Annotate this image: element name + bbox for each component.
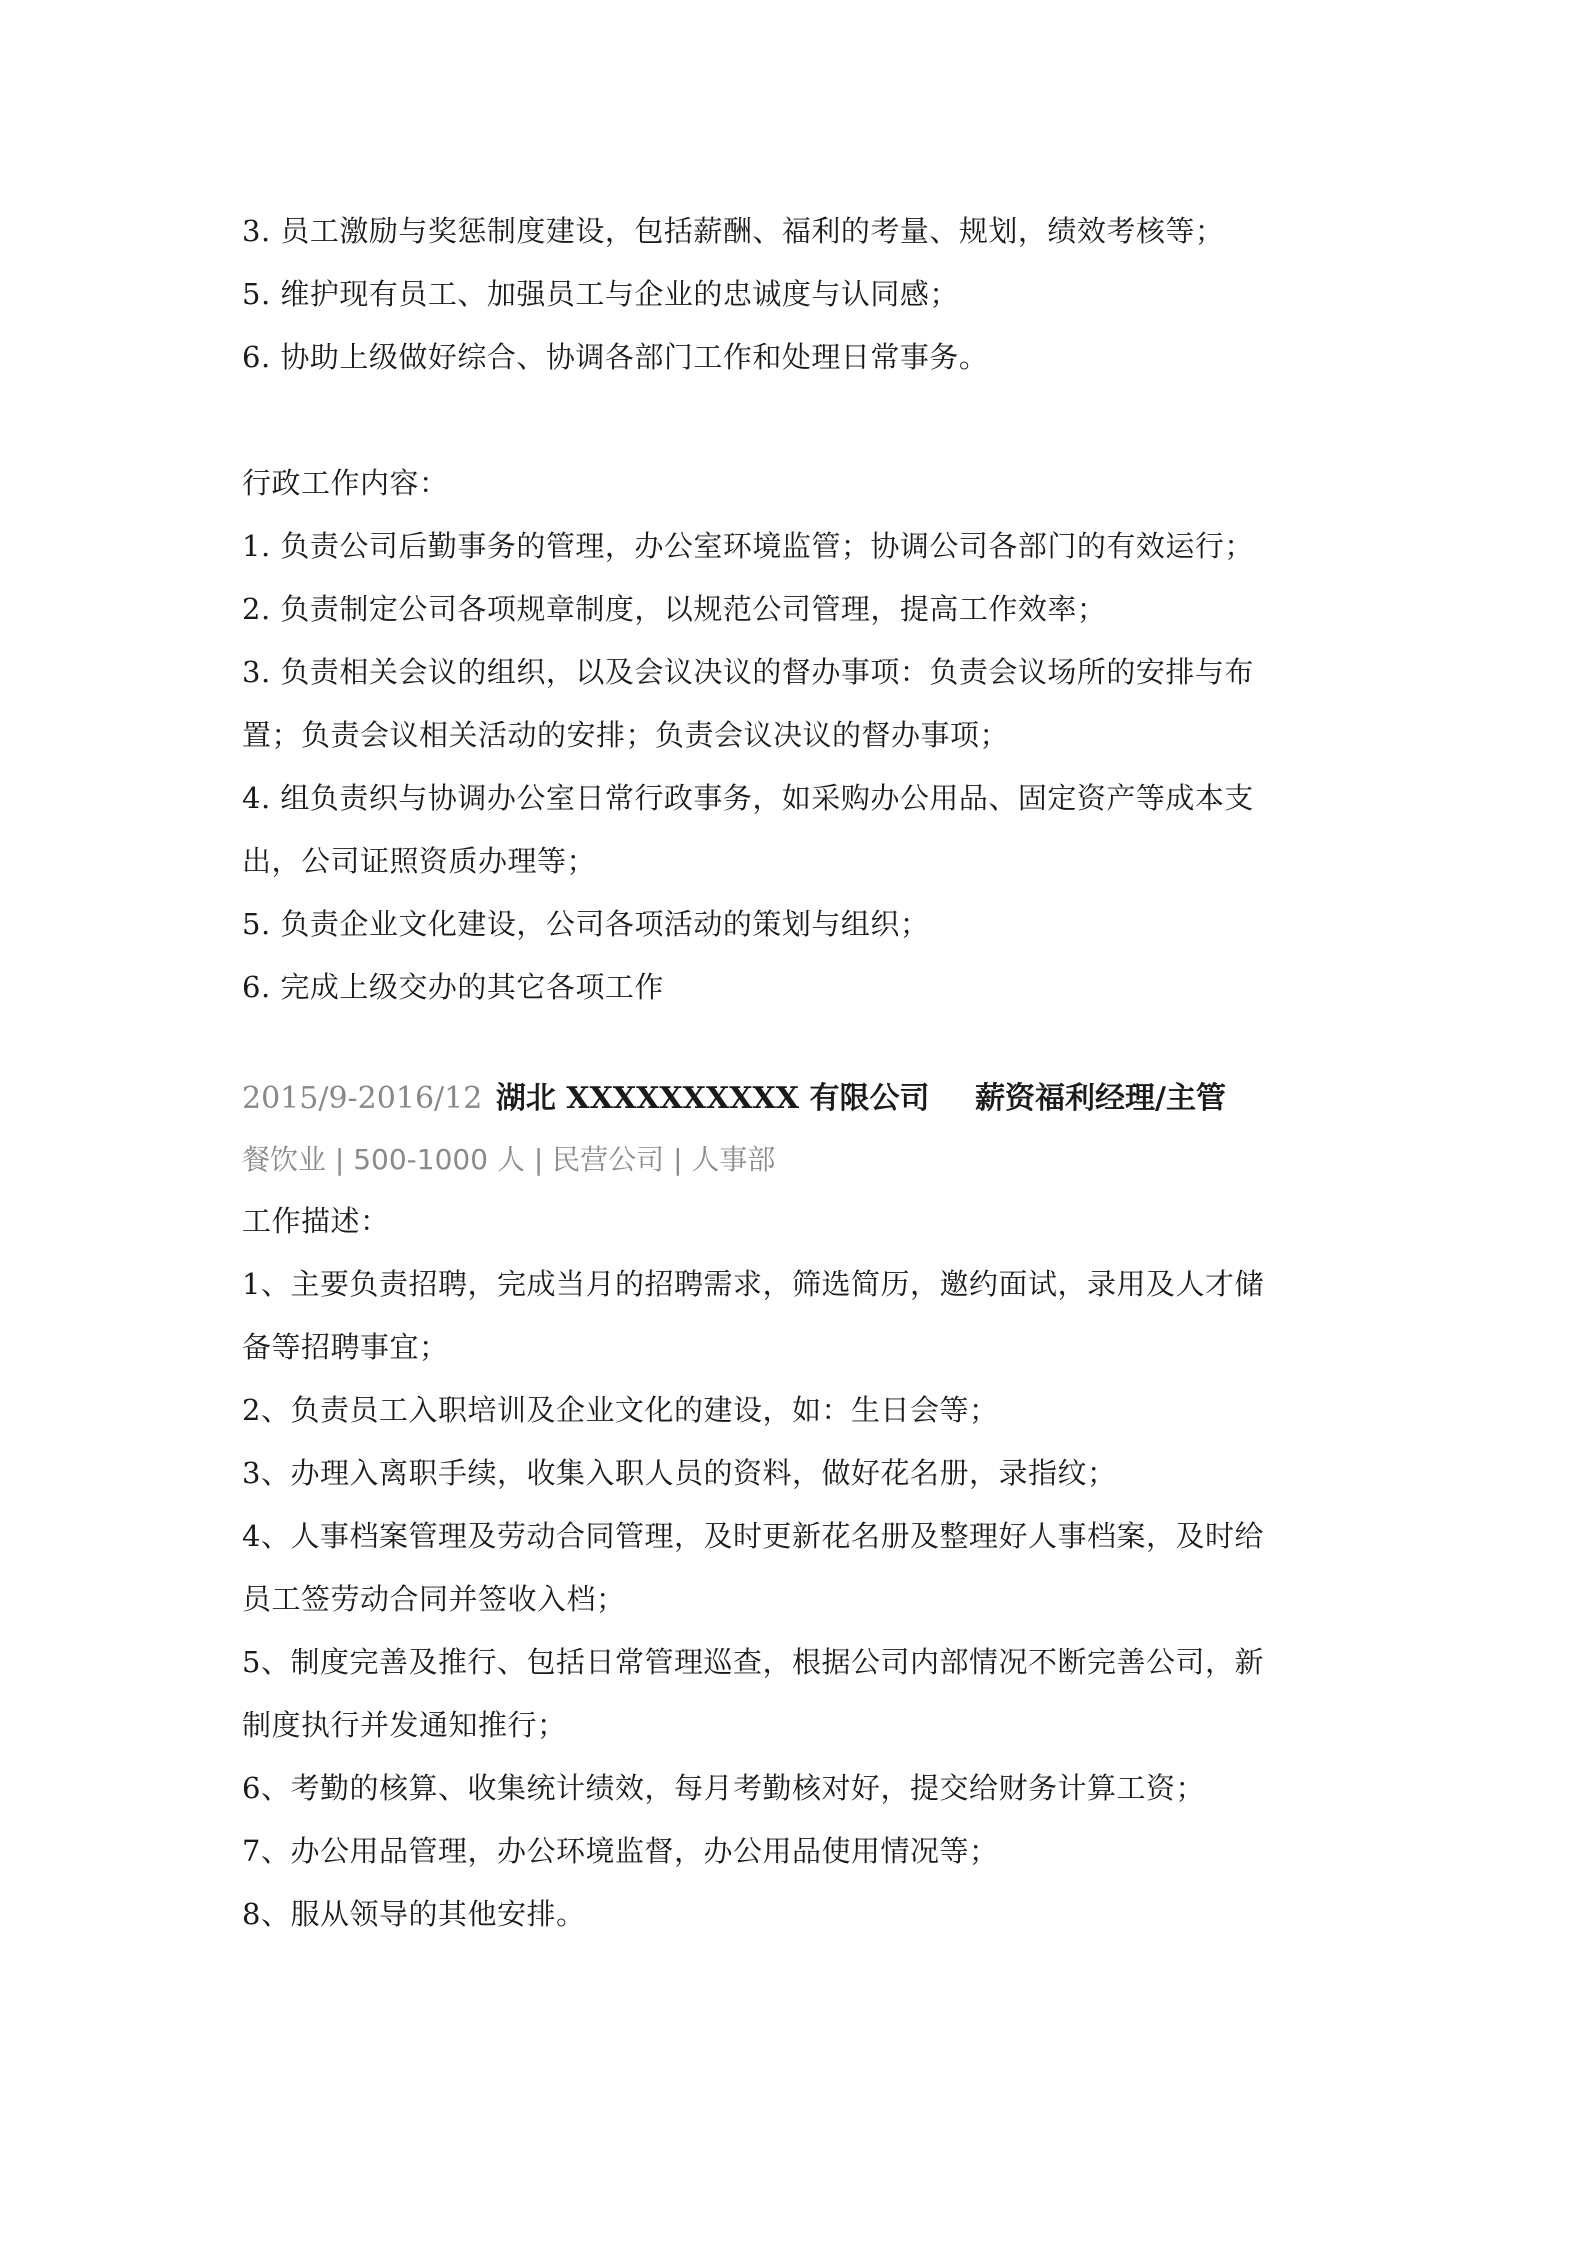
list-item-continuation: 出，公司证照资质办理等； <box>242 844 597 878</box>
list-item: 2. 负责制定公司各项规章制度，以规范公司管理，提高工作效率； <box>242 592 1107 626</box>
job-meta: 餐饮业 | 500-1000 人 | 民营公司 | 人事部 <box>242 1143 776 1176</box>
list-item: 6. 完成上级交办的其它各项工作 <box>242 970 664 1004</box>
list-item: 4. 组负责织与协调办公室日常行政事务，如采购办公用品、固定资产等成本支 <box>242 781 1254 815</box>
job-entry <box>242 1067 1362 1946</box>
list-item: 2、负责员工入职培训及企业文化的建设，如：生日会等； <box>242 1393 999 1427</box>
document-body <box>242 200 1362 1946</box>
job-company: 湖北 XXXXXXXXXX 有限公司 <box>495 1081 930 1116</box>
job-position: 薪资福利经理/主管 <box>975 1081 1227 1116</box>
job-header <box>242 1067 1362 1130</box>
job-desc-heading: 工作描述： <box>242 1204 390 1238</box>
list-item: 6. 协助上级做好综合、协调各部门工作和处理日常事务。 <box>242 340 989 374</box>
list-item: 5. 负责企业文化建设，公司各项活动的策划与组织； <box>242 907 930 941</box>
admin-section <box>242 452 1362 1019</box>
list-item: 4、人事档案管理及劳动合同管理，及时更新花名册及整理好人事档案，及时给 <box>242 1519 1264 1553</box>
list-item: 1、主要负责招聘，完成当月的招聘需求，筛选简历，邀约面试，录用及人才储 <box>242 1267 1264 1301</box>
list-item: 1. 负责公司后勤事务的管理，办公室环境监管；协调公司各部门的有效运行； <box>242 529 1254 563</box>
list-item: 5、制度完善及推行、包括日常管理巡查，根据公司内部情况不断完善公司，新 <box>242 1645 1264 1679</box>
list-item-continuation: 员工签劳动合同并签收入档； <box>242 1582 626 1616</box>
section-heading: 行政工作内容： <box>242 466 449 500</box>
job-period: 2015/9-2016/12 <box>242 1081 483 1116</box>
list-item: 5. 维护现有员工、加强员工与企业的忠诚度与认同感； <box>242 277 959 311</box>
list-item: 3、办理入离职手续，收集入职人员的资料，做好花名册，录指纹； <box>242 1456 1117 1490</box>
list-item: 8、服从领导的其他安排。 <box>242 1897 586 1931</box>
hr-duties-list <box>242 200 1362 389</box>
list-item: 3. 负责相关会议的组织，以及会议决议的督办事项：负责会议场所的安排与布 <box>242 655 1254 689</box>
list-item: 6、考勤的核算、收集统计绩效，每月考勤核对好，提交给财务计算工资； <box>242 1771 1205 1805</box>
list-item-continuation: 制度执行并发通知推行； <box>242 1708 567 1742</box>
list-item-continuation: 置；负责会议相关活动的安排；负责会议决议的督办事项； <box>242 718 1010 752</box>
list-item-continuation: 备等招聘事宜； <box>242 1330 449 1364</box>
list-item: 3. 员工激励与奖惩制度建设，包括薪酬、福利的考量、规划，绩效考核等； <box>242 214 1225 248</box>
paragraph-gap <box>242 389 1362 452</box>
list-item: 7、办公用品管理，办公环境监督，办公用品使用情况等； <box>242 1834 999 1868</box>
paragraph-gap <box>242 1019 1362 1067</box>
